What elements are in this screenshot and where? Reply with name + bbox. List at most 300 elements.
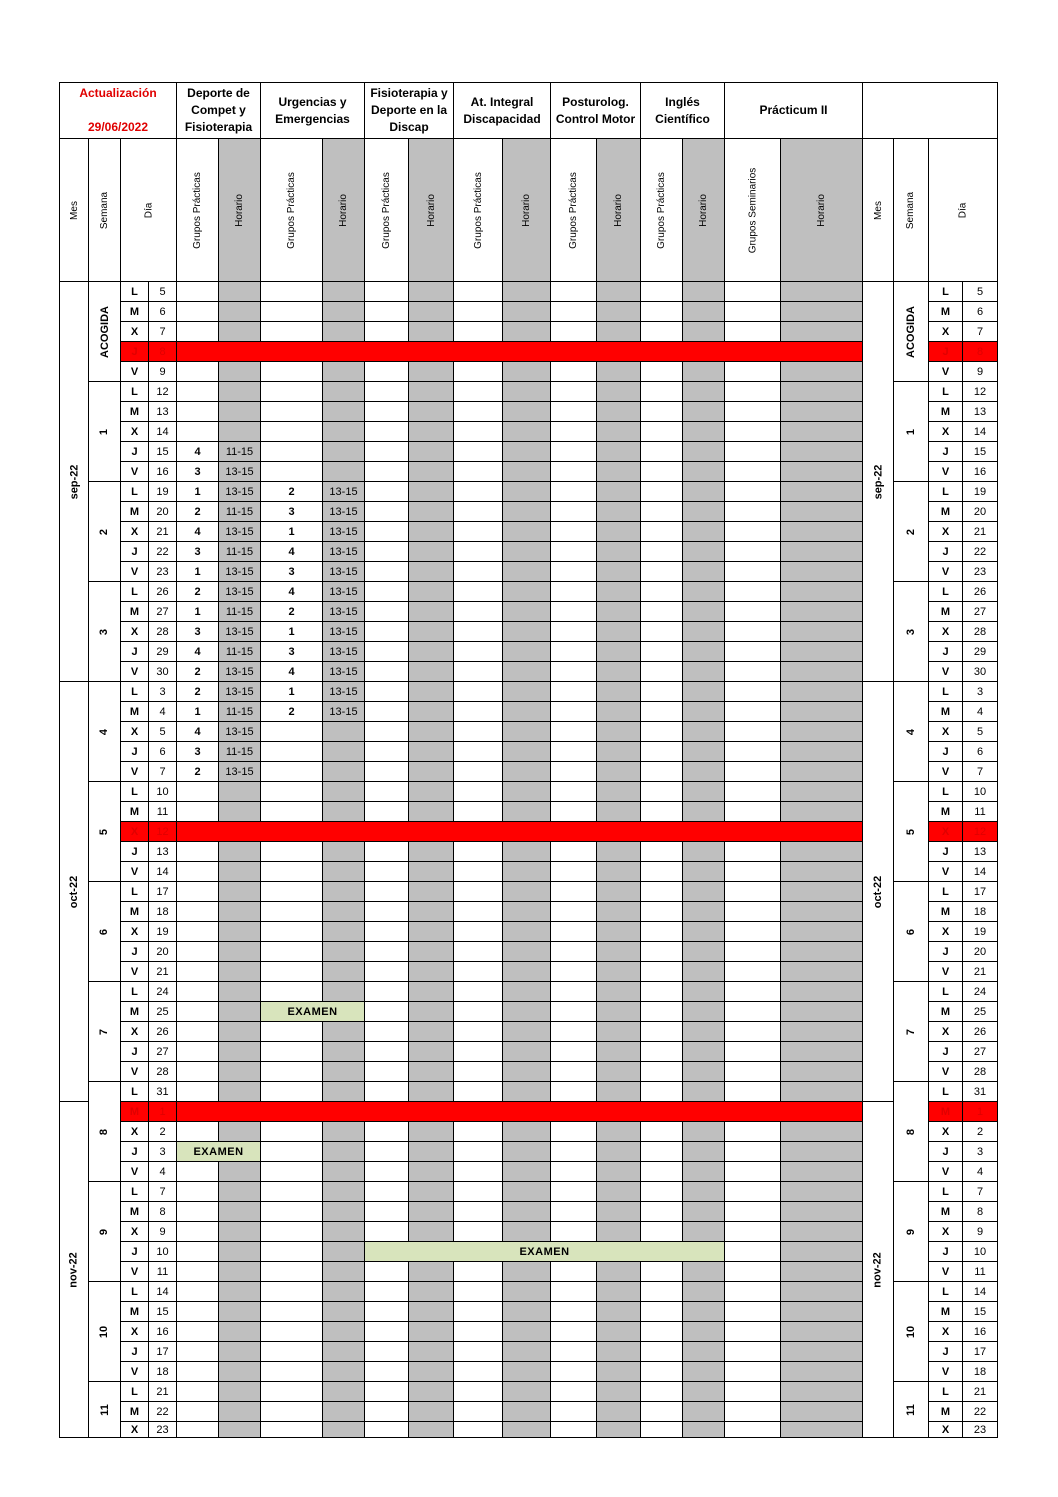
day-number: 21	[148, 521, 177, 542]
schedule-cell	[596, 601, 641, 622]
day-number: 26	[962, 1021, 998, 1042]
schedule-cell	[780, 581, 863, 602]
schedule-cell	[780, 1401, 863, 1422]
group-cell	[364, 281, 409, 302]
day-number: 11	[962, 1261, 998, 1282]
group-cell	[260, 1341, 323, 1362]
group-cell	[453, 681, 503, 702]
group-cell	[176, 1421, 219, 1438]
day-letter: L	[928, 1281, 963, 1302]
day-letter: V	[120, 1061, 149, 1082]
schedule-cell	[596, 741, 641, 762]
schedule-cell	[502, 1281, 551, 1302]
day-number: 18	[962, 901, 998, 922]
exam-cell: EXAMEN	[364, 1241, 725, 1262]
group-cell	[453, 501, 503, 522]
schedule-cell	[502, 961, 551, 982]
schedule-cell	[682, 281, 725, 302]
group-cell	[364, 1081, 409, 1102]
group-cell	[364, 1001, 409, 1022]
day-letter: M	[120, 601, 149, 622]
schedule-cell	[682, 781, 725, 802]
schedule-cell	[596, 701, 641, 722]
day-number: 7	[962, 1181, 998, 1202]
schedule-cell	[408, 541, 454, 562]
day-letter: J	[120, 641, 149, 662]
schedule-cell	[218, 781, 261, 802]
day-number: 21	[148, 1381, 177, 1402]
day-number: 4	[148, 1161, 177, 1182]
schedule-cell: 11-15	[218, 501, 261, 522]
schedule-cell	[596, 861, 641, 882]
group-cell	[453, 1181, 503, 1202]
group-cell	[364, 501, 409, 522]
group-cell	[640, 1341, 683, 1362]
day-number: 10	[962, 781, 998, 802]
schedule-cell	[596, 281, 641, 302]
schedule-cell	[502, 1141, 551, 1162]
group-cell	[453, 1021, 503, 1042]
group-cell	[176, 801, 219, 822]
day-letter: J	[928, 941, 963, 962]
schedule-cell	[780, 1181, 863, 1202]
day-number: 15	[148, 441, 177, 462]
group-cell	[260, 1021, 323, 1042]
day-letter: V	[120, 561, 149, 582]
schedule-cell	[596, 1061, 641, 1082]
day-letter: L	[120, 1281, 149, 1302]
group-cell: 3	[176, 621, 219, 642]
group-cell	[640, 1001, 683, 1022]
schedule-cell	[218, 361, 261, 382]
day-number: 14	[148, 861, 177, 882]
group-cell	[640, 461, 683, 482]
group-cell	[550, 1201, 597, 1222]
schedule-cell	[780, 1361, 863, 1382]
schedule-cell	[218, 1241, 261, 1262]
group-cell	[550, 941, 597, 962]
day-number: 13	[148, 841, 177, 862]
day-number: 8	[962, 341, 998, 362]
group-cell	[724, 1001, 781, 1022]
group-cell	[364, 1421, 409, 1438]
schedule-cell	[218, 401, 261, 422]
group-cell	[364, 1141, 409, 1162]
schedule-cell	[502, 681, 551, 702]
day-number: 27	[148, 601, 177, 622]
day-number: 22	[962, 541, 998, 562]
day-letter: J	[120, 1341, 149, 1362]
schedule-cell	[682, 981, 725, 1002]
group-cell	[724, 1321, 781, 1342]
group-cell	[724, 581, 781, 602]
week-cell: 7	[893, 981, 929, 1082]
group-cell	[724, 1081, 781, 1102]
group-cell	[640, 801, 683, 822]
group-cell	[724, 981, 781, 1002]
schedule-cell	[596, 1321, 641, 1342]
group-cell	[453, 721, 503, 742]
schedule-cell	[682, 401, 725, 422]
day-number: 6	[148, 741, 177, 762]
group-cell	[364, 1261, 409, 1282]
day-number: 10	[962, 1241, 998, 1262]
schedule-cell	[218, 861, 261, 882]
schedule-cell	[682, 1341, 725, 1362]
schedule-cell	[502, 521, 551, 542]
schedule-cell: 13-15	[322, 501, 365, 522]
group-cell	[260, 461, 323, 482]
day-number: 9	[962, 1221, 998, 1242]
group-cell	[724, 441, 781, 462]
group-cell	[176, 1001, 219, 1022]
day-letter: X	[928, 721, 963, 742]
day-letter: X	[120, 1421, 149, 1438]
schedule-cell	[596, 461, 641, 482]
group-cell	[724, 1021, 781, 1042]
schedule-cell: 13-15	[322, 521, 365, 542]
schedule-cell	[218, 281, 261, 302]
group-cell	[260, 1161, 323, 1182]
schedule-cell	[682, 1361, 725, 1382]
schedule-cell	[682, 1141, 725, 1162]
group-cell	[176, 321, 219, 342]
day-letter: M	[928, 601, 963, 622]
week-cell: 10	[893, 1281, 929, 1382]
day-letter: X	[928, 321, 963, 342]
group-cell	[176, 1081, 219, 1102]
group-cell	[364, 381, 409, 402]
day-number: 20	[148, 501, 177, 522]
day-letter: X	[120, 1021, 149, 1042]
schedule-cell	[780, 1021, 863, 1042]
group-cell	[640, 381, 683, 402]
day-number: 9	[148, 361, 177, 382]
day-letter: M	[928, 1201, 963, 1222]
group-cell: 4	[176, 441, 219, 462]
schedule-cell	[596, 641, 641, 662]
group-cell	[453, 421, 503, 442]
day-number: 17	[962, 881, 998, 902]
schedule-cell	[322, 1261, 365, 1282]
day-letter: J	[120, 541, 149, 562]
group-cell: 4	[176, 721, 219, 742]
group-cell	[640, 741, 683, 762]
day-number: 13	[148, 401, 177, 422]
schedule-cell	[322, 861, 365, 882]
schedule-cell	[408, 901, 454, 922]
group-cell	[260, 761, 323, 782]
day-number: 7	[962, 321, 998, 342]
group-cell	[640, 861, 683, 882]
schedule-cell	[408, 761, 454, 782]
horario-header: Horario	[322, 138, 365, 282]
schedule-cell	[596, 361, 641, 382]
schedule-cell	[502, 1361, 551, 1382]
day-number: 6	[962, 301, 998, 322]
schedule-cell	[218, 961, 261, 982]
schedule-cell	[596, 661, 641, 682]
day-letter: X	[120, 1321, 149, 1342]
day-number: 19	[962, 921, 998, 942]
schedule-cell	[322, 1061, 365, 1082]
grupos-seminarios-header: Grupos Seminarios	[724, 138, 781, 282]
group-cell	[176, 1161, 219, 1182]
horario-header: Horario	[596, 138, 641, 282]
schedule-cell	[682, 521, 725, 542]
schedule-cell	[596, 1001, 641, 1022]
schedule-cell	[682, 1201, 725, 1222]
schedule-cell	[780, 621, 863, 642]
schedule-cell	[596, 1221, 641, 1242]
schedule-cell	[596, 1421, 641, 1438]
group-cell	[364, 1401, 409, 1422]
group-cell	[176, 941, 219, 962]
schedule-cell	[322, 1081, 365, 1102]
schedule-cell	[502, 621, 551, 642]
schedule-cell	[682, 301, 725, 322]
schedule-cell	[682, 361, 725, 382]
holiday-row	[176, 341, 863, 362]
schedule-cell	[502, 321, 551, 342]
day-letter: M	[120, 801, 149, 822]
schedule-cell: 13-15	[218, 581, 261, 602]
group-cell	[176, 781, 219, 802]
group-cell	[640, 881, 683, 902]
schedule-cell	[408, 721, 454, 742]
schedule-cell	[596, 801, 641, 822]
group-cell	[453, 881, 503, 902]
group-cell	[176, 981, 219, 1002]
schedule-cell	[596, 1401, 641, 1422]
group-cell	[260, 921, 323, 942]
group-cell	[550, 1301, 597, 1322]
group-cell	[550, 901, 597, 922]
group-cell	[364, 761, 409, 782]
day-number: 26	[962, 581, 998, 602]
group-cell	[453, 1121, 503, 1142]
schedule-cell	[596, 1381, 641, 1402]
day-letter: J	[928, 341, 963, 362]
subject-header: Inglés Científico	[640, 82, 725, 139]
week-cell: 2	[88, 481, 121, 582]
schedule-cell	[682, 1301, 725, 1322]
group-cell	[453, 1401, 503, 1422]
group-cell	[550, 461, 597, 482]
day-number: 26	[148, 1021, 177, 1042]
schedule-cell	[502, 801, 551, 822]
group-cell: 2	[176, 581, 219, 602]
schedule-cell	[218, 1421, 261, 1438]
schedule-cell	[218, 1281, 261, 1302]
schedule-cell	[502, 1181, 551, 1202]
group-cell	[550, 601, 597, 622]
group-cell	[724, 641, 781, 662]
group-cell	[364, 1181, 409, 1202]
schedule-cell	[502, 281, 551, 302]
schedule-cell	[780, 981, 863, 1002]
group-cell	[550, 981, 597, 1002]
schedule-cell	[322, 1401, 365, 1422]
schedule-cell	[682, 461, 725, 482]
group-cell	[364, 361, 409, 382]
horario-header: Horario	[408, 138, 454, 282]
day-number: 14	[148, 1281, 177, 1302]
day-number: 12	[148, 381, 177, 402]
group-cell	[364, 1041, 409, 1062]
day-number: 29	[962, 641, 998, 662]
schedule-cell	[408, 1061, 454, 1082]
day-number: 9	[148, 1221, 177, 1242]
day-letter: M	[120, 901, 149, 922]
schedule-cell	[218, 421, 261, 442]
group-cell	[453, 921, 503, 942]
day-letter: M	[120, 1401, 149, 1422]
group-cell	[453, 541, 503, 562]
schedule-cell: 13-15	[218, 761, 261, 782]
group-cell	[453, 461, 503, 482]
schedule-cell	[780, 941, 863, 962]
day-number: 24	[148, 981, 177, 1002]
schedule-cell	[682, 941, 725, 962]
week-cell: 8	[893, 1081, 929, 1182]
schedule-cell	[502, 781, 551, 802]
schedule-cell	[780, 441, 863, 462]
group-cell	[724, 1241, 781, 1262]
day-number: 4	[962, 701, 998, 722]
day-letter: L	[120, 681, 149, 702]
group-cell	[260, 1361, 323, 1382]
schedule-cell: 13-15	[218, 621, 261, 642]
schedule-cell: 13-15	[322, 661, 365, 682]
day-letter: M	[928, 701, 963, 722]
schedule-cell	[780, 1141, 863, 1162]
schedule-cell	[408, 961, 454, 982]
schedule-cell	[780, 721, 863, 742]
week-cell: 7	[88, 981, 121, 1082]
schedule-cell	[218, 801, 261, 822]
schedule-cell	[322, 1421, 365, 1438]
schedule-cell	[322, 1341, 365, 1362]
schedule-cell	[502, 1301, 551, 1322]
week-cell: ACOGIDA	[893, 281, 929, 382]
schedule-cell	[502, 1261, 551, 1282]
schedule-cell	[502, 901, 551, 922]
schedule-cell	[596, 721, 641, 742]
day-number: 3	[962, 1141, 998, 1162]
schedule-cell	[502, 641, 551, 662]
schedule-cell: 13-15	[218, 561, 261, 582]
group-cell	[724, 921, 781, 942]
schedule-cell	[780, 601, 863, 622]
group-cell	[176, 1221, 219, 1242]
schedule-cell	[780, 1381, 863, 1402]
day-number: 5	[148, 281, 177, 302]
day-letter: J	[928, 741, 963, 762]
schedule-cell	[322, 421, 365, 442]
schedule-cell	[218, 1201, 261, 1222]
schedule-cell	[780, 1321, 863, 1342]
group-cell	[453, 301, 503, 322]
day-number: 17	[962, 1341, 998, 1362]
schedule-cell	[502, 841, 551, 862]
schedule-cell	[502, 861, 551, 882]
schedule-cell	[682, 841, 725, 862]
group-cell	[176, 861, 219, 882]
day-number: 8	[148, 341, 177, 362]
schedule-cell	[682, 501, 725, 522]
group-cell: 4	[176, 641, 219, 662]
group-cell	[453, 381, 503, 402]
schedule-cell	[218, 1181, 261, 1202]
group-cell	[724, 321, 781, 342]
schedule-cell	[408, 1421, 454, 1438]
group-cell	[640, 681, 683, 702]
schedule-cell	[218, 1341, 261, 1362]
schedule-cell	[780, 1001, 863, 1022]
schedule-cell	[502, 461, 551, 482]
schedule-cell	[408, 1401, 454, 1422]
schedule-cell	[322, 1281, 365, 1302]
schedule-cell	[682, 801, 725, 822]
day-number: 7	[962, 761, 998, 782]
day-number: 27	[148, 1041, 177, 1062]
group-cell	[364, 561, 409, 582]
schedule-cell	[780, 761, 863, 782]
group-cell	[260, 381, 323, 402]
horario-header: Horario	[218, 138, 261, 282]
schedule-cell	[596, 881, 641, 902]
day-number: 6	[148, 301, 177, 322]
group-cell	[260, 1261, 323, 1282]
day-letter: L	[928, 1081, 963, 1102]
group-cell	[176, 921, 219, 942]
schedule-cell: 13-15	[322, 541, 365, 562]
group-cell	[260, 1221, 323, 1242]
day-letter: V	[928, 1261, 963, 1282]
group-cell	[453, 1081, 503, 1102]
group-cell	[640, 1021, 683, 1042]
day-number: 3	[148, 681, 177, 702]
group-cell	[453, 1061, 503, 1082]
day-number: 18	[962, 1361, 998, 1382]
group-cell: 1	[176, 561, 219, 582]
schedule-cell	[502, 661, 551, 682]
group-cell	[550, 501, 597, 522]
day-number: 12	[962, 821, 998, 842]
group-cell	[453, 841, 503, 862]
schedule-cell	[322, 1201, 365, 1222]
schedule-cell: 13-15	[322, 601, 365, 622]
week-cell: 10	[88, 1281, 121, 1382]
schedule-cell	[502, 1401, 551, 1422]
group-cell	[364, 481, 409, 502]
schedule-cell	[408, 741, 454, 762]
schedule-cell	[408, 781, 454, 802]
schedule-cell	[322, 1301, 365, 1322]
schedule-cell	[780, 321, 863, 342]
group-cell	[640, 441, 683, 462]
schedule-cell	[596, 441, 641, 462]
week-cell: 11	[893, 1381, 929, 1438]
schedule-cell	[682, 1121, 725, 1142]
day-letter: V	[928, 1161, 963, 1182]
schedule-cell	[682, 641, 725, 662]
day-letter: V	[120, 861, 149, 882]
group-cell	[260, 801, 323, 822]
group-cell	[724, 1221, 781, 1242]
day-number: 11	[148, 1261, 177, 1282]
